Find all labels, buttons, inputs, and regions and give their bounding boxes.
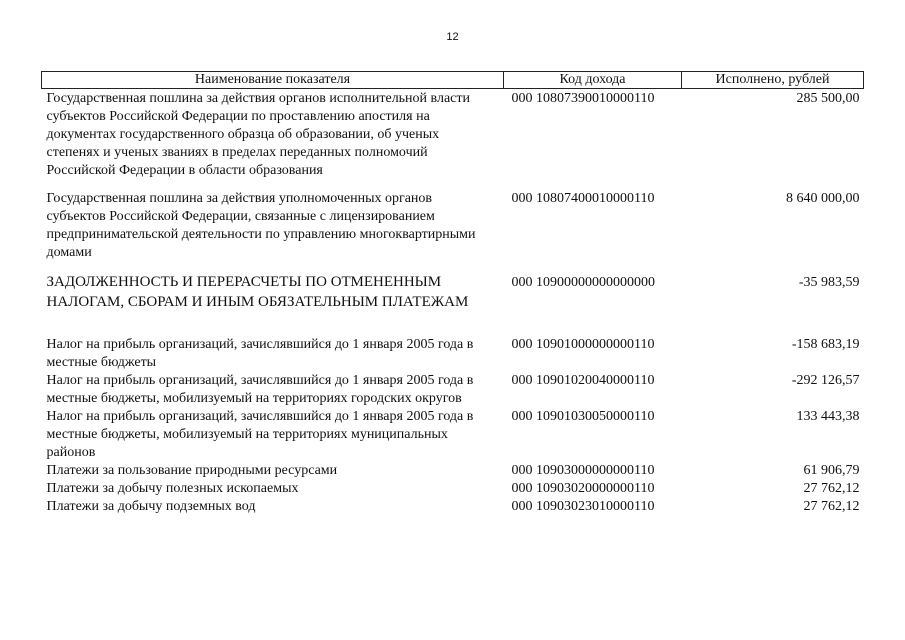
row-indicator-name: Налог на прибыль организаций, зачислявшийся до 1 января 2005 года в местные бюджеты, мобилизуемый на территориях городских округов	[46, 373, 474, 406]
header-indicator-name: Наименование показателя	[42, 72, 504, 89]
row-income-code: 000 10903023010000110	[511, 499, 655, 514]
row-income-code: 000 10901020040000110	[511, 373, 655, 388]
row-indicator-name: Платежи за пользование природными ресурсами	[46, 463, 338, 478]
row-executed-amount: -292 126,57	[791, 373, 860, 388]
row-indicator-name: Налог на прибыль организаций, зачислявшийся до 1 января 2005 года в местные бюджеты, мобилизуемый на территориях муниципальных районов	[46, 409, 474, 460]
row-income-code: 000 10901030050000110	[511, 409, 655, 424]
row-executed-amount: 8 640 000,00	[786, 191, 860, 206]
row-indicator-name: Государственная пошлина за действия органов исполнительной власти субъектов Российской Федерации по проставлению апостиля на документах государственного образца об образовании, об ученых степенях и ученых званиях в пределах переданных полномочий Российской Федерации в области образования	[46, 91, 470, 178]
row-indicator-name: Налог на прибыль организаций, зачислявшийся до 1 января 2005 года в местные бюджеты	[46, 337, 474, 370]
row-executed-amount: 27 762,12	[803, 481, 860, 496]
table-row	[42, 272, 864, 336]
row-income-code: 000 10903000000000110	[511, 463, 655, 478]
table-header	[42, 72, 864, 89]
row-indicator-name: Платежи за добычу подземных вод	[46, 499, 256, 514]
header-income-code: Код дохода	[504, 72, 682, 89]
row-executed-amount: -158 683,19	[791, 337, 860, 352]
table-body	[42, 89, 864, 517]
row-executed-amount: -35 983,59	[798, 275, 860, 290]
row-income-code: 000 10900000000000000	[511, 275, 655, 290]
row-income-code: 000 10901000000000110	[511, 337, 655, 352]
row-executed-amount: 27 762,12	[803, 499, 860, 514]
row-indicator-name: ЗАДОЛЖЕННОСТЬ И ПЕРЕРАСЧЕТЫ ПО ОТМЕНЕННЫМ НАЛОГАМ, СБОРАМ И ИНЫМ ОБЯЗАТЕЛЬНЫМ ПЛАТЕЖАМ	[46, 274, 469, 310]
row-income-code: 000 10807390010000110	[511, 91, 655, 106]
table-row	[42, 89, 864, 191]
header-executed-amount: Исполнено, рублей	[682, 72, 864, 89]
table-row	[42, 408, 864, 462]
revenue-table	[41, 71, 864, 516]
table-row	[42, 190, 864, 272]
table-row	[42, 336, 864, 372]
table-row	[42, 462, 864, 480]
row-income-code: 000 10807400010000110	[511, 191, 655, 206]
table-row	[42, 480, 864, 498]
row-executed-amount: 285 500,00	[796, 91, 860, 106]
row-indicator-name: Государственная пошлина за действия уполномоченных органов субъектов Российской Федерации, связанные с лицензированием предпринимательской деятельности по управлению многоквартирными домами	[46, 191, 476, 260]
row-income-code: 000 10903020000000110	[511, 481, 655, 496]
row-executed-amount: 61 906,79	[803, 463, 860, 478]
page-number: 12	[446, 31, 459, 43]
row-indicator-name: Платежи за добычу полезных ископаемых	[46, 481, 299, 496]
table-row	[42, 372, 864, 408]
row-executed-amount: 133 443,38	[796, 409, 860, 424]
table-row	[42, 498, 864, 516]
header-row	[42, 72, 864, 89]
